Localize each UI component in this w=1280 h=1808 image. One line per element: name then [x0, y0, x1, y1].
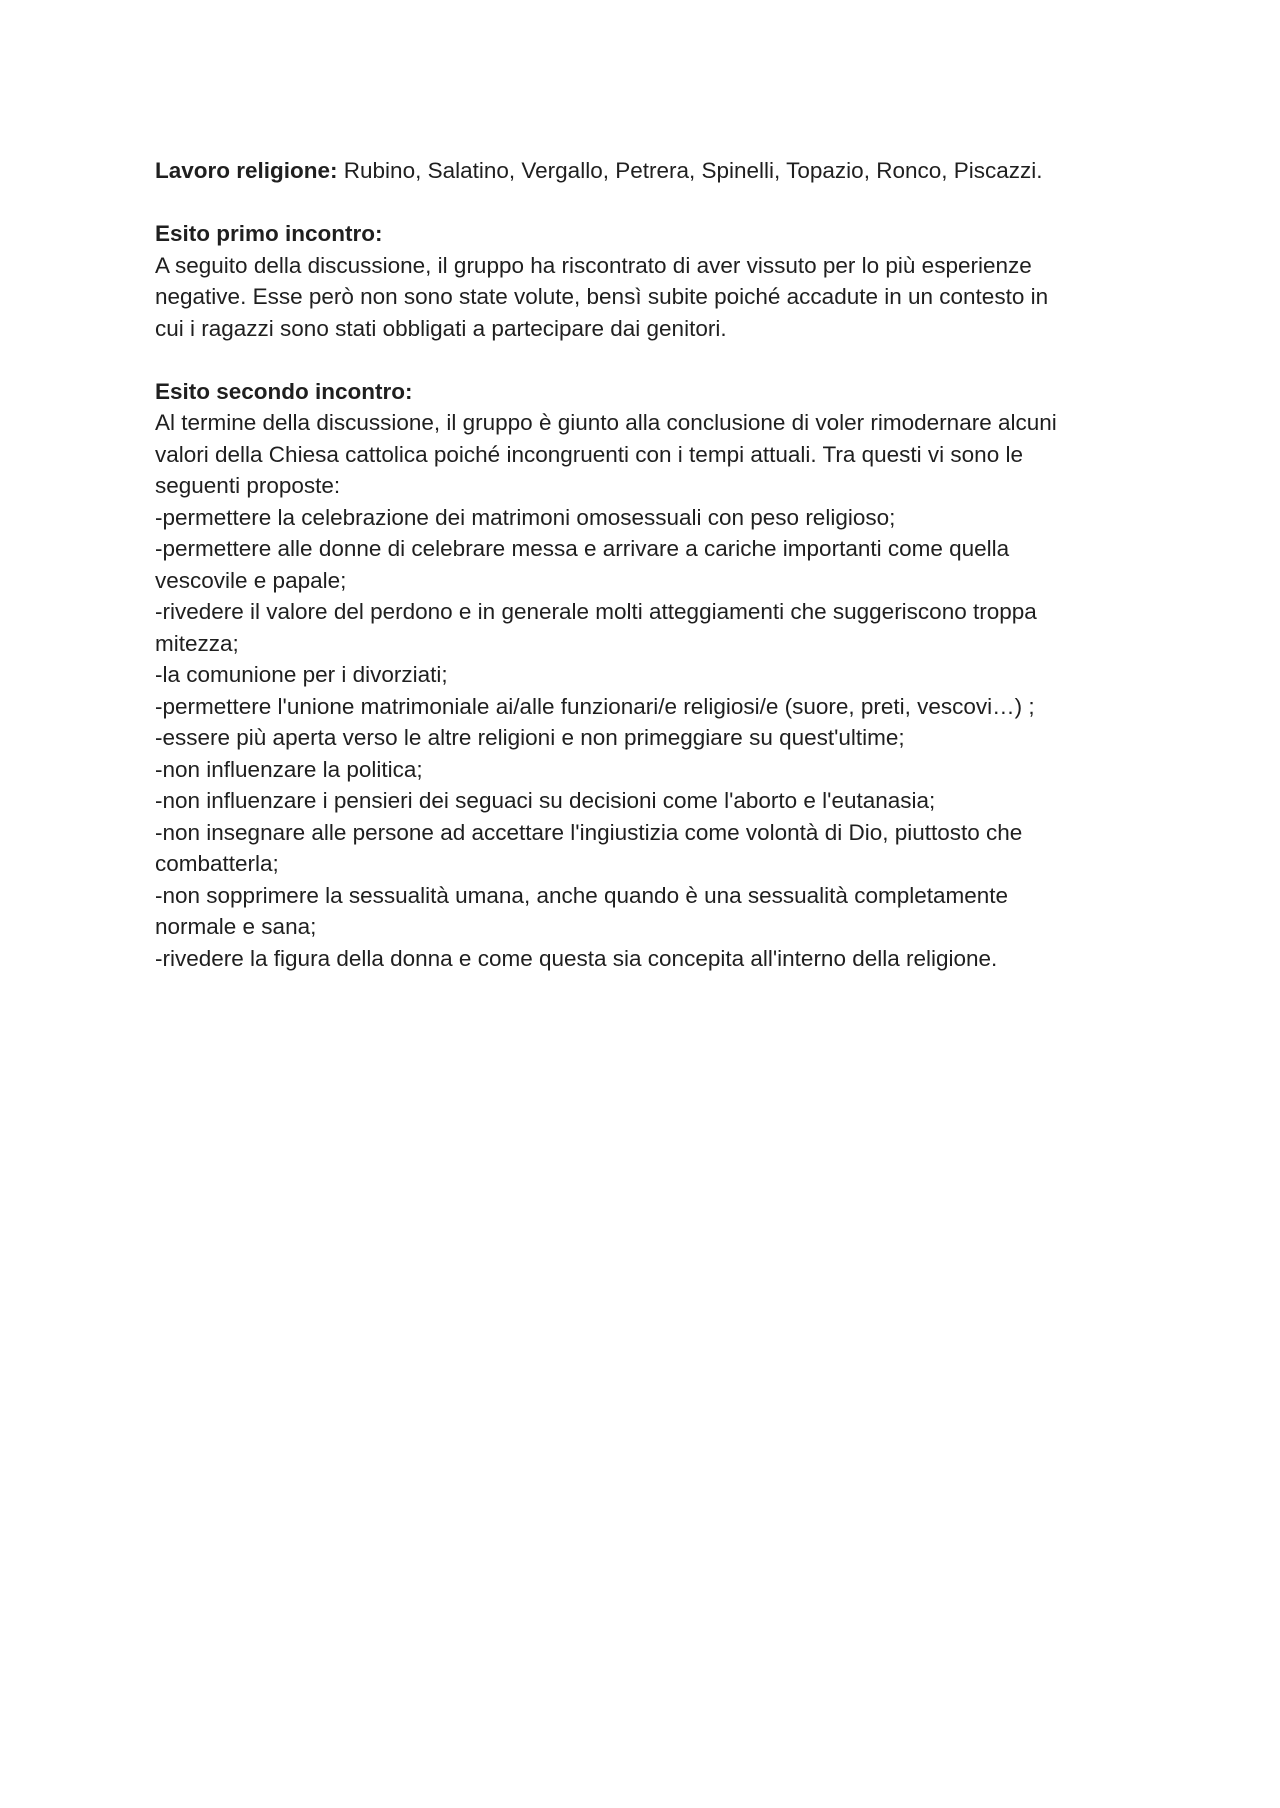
list-item: -rivedere il valore del perdono e in generale molti atteggiamenti che suggeriscono troppa — [155, 599, 1037, 624]
list-item: -non influenzare la politica; — [155, 756, 423, 782]
spacer — [155, 344, 1135, 376]
paragraph-line: cui i ragazzi sono stati obbligati a partecipare dai genitori. — [155, 315, 727, 341]
section2-heading: Esito secondo incontro: — [155, 378, 413, 404]
header-label: Lavoro religione: — [155, 158, 338, 183]
list-item: -non sopprimere la sessualità umana, anche quando è una sessualità completamente — [155, 882, 1009, 908]
paragraph-line: negative. Esse però non sono state volute, bensì subite poiché accadute in un contesto in — [155, 284, 1049, 309]
list-item: -permettere la celebrazione dei matrimoni omosessuali con peso religioso; — [155, 504, 896, 530]
list-item: -essere più aperta verso le altre religioni e non primeggiare su quest'ultime; — [155, 725, 905, 750]
header-text: Rubino, Salatino, Vergallo, Petrera, Spinelli, Topazio, Ronco, Piscazzi. — [337, 158, 1043, 183]
paragraph-line: valori della Chiesa cattolica poiché incongruenti con i tempi attuali. Tra questi vi sono le — [155, 441, 1023, 467]
list-item: -permettere alle donne di celebrare messa e arrivare a cariche importanti come quella — [155, 536, 1010, 561]
list-item: -rivedere la figura della donna e come questa sia concepita all'interno della religione. — [155, 945, 998, 971]
document-body — [155, 155, 1135, 974]
paragraph-line: seguenti proposte: — [155, 473, 341, 498]
list-item-continuation: normale e sana; — [155, 914, 317, 939]
list-item: -non insegnare alle persone ad accettare l'ingiustizia come volontà di Dio, piuttosto che — [155, 819, 1023, 845]
list-item: -non influenzare i pensieri dei seguaci su decisioni come l'aborto e l'eutanasia; — [155, 788, 936, 813]
section1-body — [155, 250, 1135, 345]
paragraph-line: Al termine della discussione, il gruppo è giunto alla conclusione di voler rimodernare alcuni — [155, 410, 1057, 435]
list-item-continuation: vescovile e papale; — [155, 567, 347, 593]
paragraph-line: A seguito della discussione, il gruppo ha riscontrato di aver vissuto per lo più esperienze — [155, 252, 1032, 278]
spacer — [155, 187, 1135, 219]
section2-body — [155, 407, 1135, 974]
list-item-continuation: combatterla; — [155, 851, 279, 876]
section1-heading: Esito primo incontro: — [155, 221, 383, 246]
list-item-continuation: mitezza; — [155, 630, 239, 656]
list-item: -la comunione per i divorziati; — [155, 662, 448, 687]
header-line — [155, 155, 1135, 187]
list-item: -permettere l'unione matrimoniale ai/alle funzionari/e religiosi/e (suore, preti, vescovi…) ; — [155, 693, 1035, 719]
